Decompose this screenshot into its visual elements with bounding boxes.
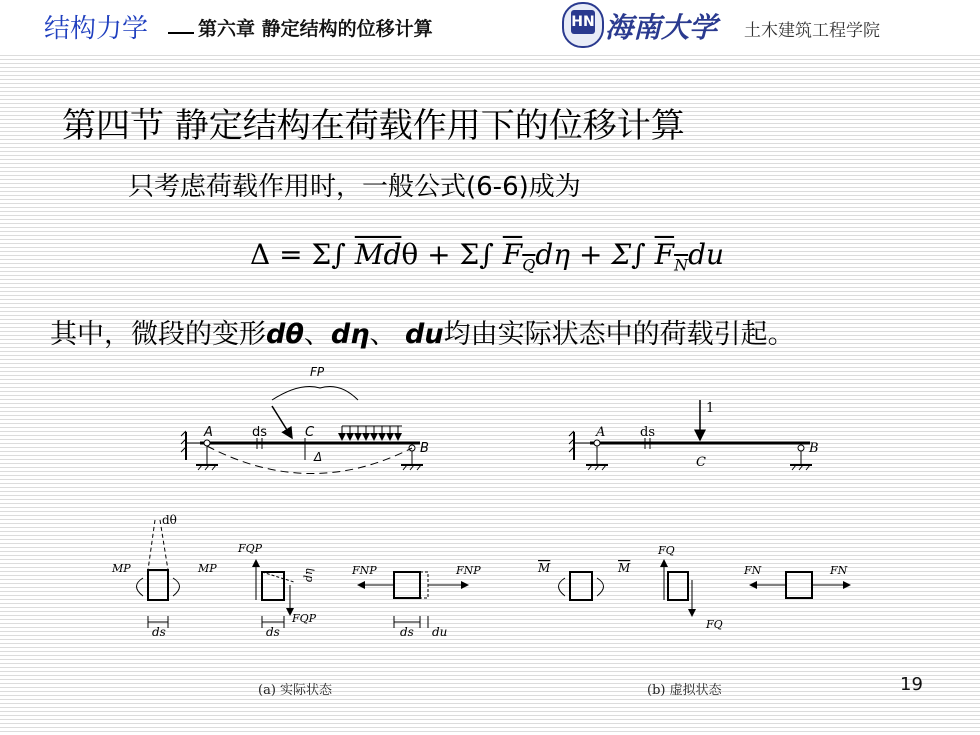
virtual-moment-right: M: [618, 561, 631, 575]
beam-figure: [0, 360, 980, 680]
section-title: 第四节 静定结构在荷载作用下的位移计算: [62, 106, 685, 146]
course-title: 结构力学: [44, 14, 149, 44]
virtual-shear-top: FQ: [658, 544, 675, 557]
beam-b-ds: ds: [640, 425, 655, 440]
university-name-logo: 海南大学: [605, 11, 718, 44]
element-a-shear: [256, 560, 294, 628]
shear-top-label: FQP: [238, 542, 263, 555]
beam-b-diagram: [569, 400, 812, 470]
moment-left-label: MP: [112, 562, 131, 575]
beam-a-diagram: [181, 387, 423, 474]
department-name: 土木建筑工程学院: [744, 21, 880, 41]
virtual-shear-bottom: FQ: [706, 618, 723, 631]
du-label: du: [432, 625, 448, 639]
formula-term-moment-rest: θ + Σ∫: [401, 238, 494, 271]
virtual-axial-right: FN: [830, 564, 848, 577]
virtual-moment-left: M: [538, 561, 551, 575]
formula-term-axial: $F_N$: [654, 238, 689, 275]
rotation-label: dθ: [162, 513, 177, 527]
explanation-line: 其中，微段的变形dθ、dη、 du均由实际状态中的荷载引起。: [50, 319, 795, 350]
seal-mark: HN: [571, 10, 595, 34]
formula-term-moment: $\overline{Md}$: [354, 238, 402, 271]
element-b-shear: [664, 560, 692, 616]
caption-virtual-state: (b) 虚拟状态: [647, 683, 722, 698]
axial-left-label: FNP: [352, 564, 377, 577]
beam-b-support-a: A: [596, 425, 606, 440]
ds-label-1: ds: [152, 625, 166, 639]
displacement-formula: [250, 238, 724, 275]
formula-term-shear: $F_Q$: [502, 238, 536, 275]
page-number: 19: [900, 674, 923, 695]
virtual-axial-left: FN: [744, 564, 762, 577]
beam-a-ds: ds: [252, 425, 268, 440]
element-b-moment: [559, 572, 604, 600]
beam-a-point-c: C: [305, 425, 315, 440]
beam-b-support-b: B: [809, 441, 819, 456]
ds-label-2: ds: [266, 625, 280, 639]
beam-a-support-a: A: [204, 425, 213, 440]
shear-bottom-label: FQP: [292, 612, 317, 625]
element-a-axial: [358, 572, 468, 628]
element-a-moment: [137, 520, 180, 628]
chapter-title: 第六章 静定结构的位移计算: [198, 18, 433, 40]
beam-a-support-b: B: [420, 441, 429, 456]
beam-a-load-label: FP: [310, 365, 325, 379]
caption-actual-state: (a) 实际状态: [258, 683, 333, 698]
moment-right-label: MP: [198, 562, 217, 575]
beam-b-point-c: C: [696, 455, 706, 470]
formula-term-axial-rest: du: [688, 238, 725, 271]
ds-label-3: ds: [400, 625, 414, 639]
beam-a-delta: Δ: [314, 450, 323, 464]
header-dash: [168, 32, 194, 34]
shear-def-label: dη: [302, 568, 315, 582]
formula-lhs: Δ = Σ∫: [250, 238, 346, 271]
university-seal-icon: [562, 2, 604, 48]
axial-right-label: FNP: [456, 564, 481, 577]
slide-header: [0, 0, 980, 50]
intro-line: 只考虑荷载作用时，一般公式(6-6)成为: [128, 172, 581, 202]
beam-b-unit-load: 1: [706, 401, 715, 416]
formula-term-shear-rest: dη + Σ∫: [535, 238, 646, 271]
